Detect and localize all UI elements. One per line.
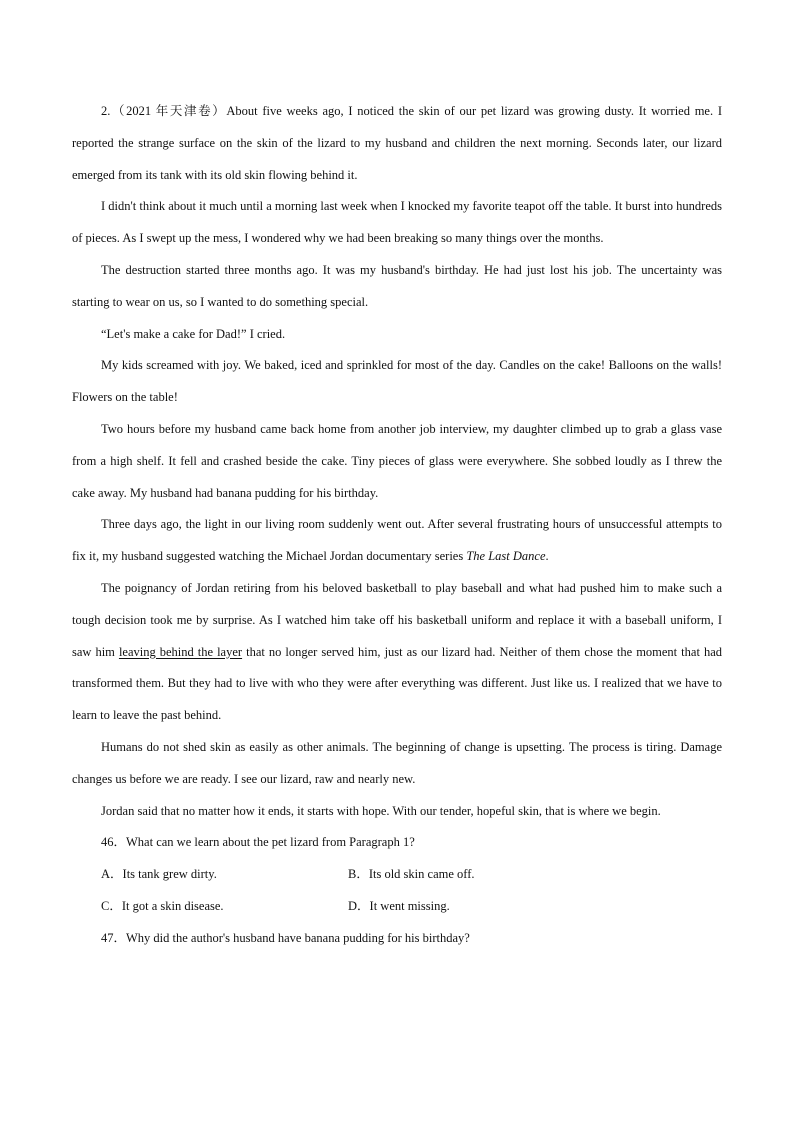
passage-paragraph-8 (72, 573, 722, 732)
source-label: 2.（2021 年天津卷） (101, 104, 227, 118)
passage-paragraph-6: Two hours before my husband came back home from another job interview, my daughter climbed up to grab a glass vase from a high shelf. It fell and crashed beside the cake. Tiny pieces of glass were everywhere. She sobbed loudly as I threw the cake away. My husband had banana pudding for his birthday. (72, 421, 722, 500)
question-46: 46．What can we learn about the pet lizard from Paragraph 1? (101, 835, 415, 850)
question-46-options-row-1 (72, 859, 722, 891)
paragraph-8-text-start: The poignancy of Jordan retiring from his beloved basketball to play baseball and what had pushed him to make such a tough decision took me by surprise. As I watched him take off his basketball uniform and replace it with a baseball uniform, I saw him (72, 580, 722, 659)
documentary-title: The Last Dance (466, 549, 546, 564)
paragraph-8-text-end: that no longer served him, just as our lizard had. Neither of them chose the moment that had transformed them. But they had to live with who they were after everything was different. Just like us. I realized that we have to learn to leave the past behind. (72, 644, 722, 723)
passage-paragraph-1 (72, 96, 722, 191)
paragraph-7-text: Three days ago, the light in our living room suddenly went out. After several frustrating hours of unsuccessful attempts to fix it, my husband suggested watching the Michael Jordan documentary series (72, 517, 722, 564)
option-d: D．It went missing. (348, 898, 450, 913)
underlined-phrase: leaving behind the layer (118, 644, 243, 659)
passage-paragraph-10: Jordan said that no matter how it ends, it starts with hope. With our tender, hopeful skin, that is where we begin. (101, 803, 661, 818)
question-46-options-row-2 (72, 891, 722, 923)
passage-paragraph-7 (72, 509, 722, 573)
passage-paragraph-9: Humans do not shed skin as easily as other animals. The beginning of change is upsetting. The process is tiring. Damage changes us before we are ready. I see our lizard, raw and nearly new. (72, 739, 722, 786)
option-a: A．Its tank grew dirty. (101, 867, 217, 882)
paragraph-7-end: . (545, 549, 549, 564)
passage-paragraph-3: The destruction started three months ago. It was my husband's birthday. He had just lost his job. The uncertainty was starting to wear on us, so I wanted to do something special. (72, 262, 722, 309)
document-page (72, 96, 722, 955)
question-47: 47．Why did the author's husband have banana pudding for his birthday? (101, 930, 470, 945)
passage-paragraph-5: My kids screamed with joy. We baked, iced and sprinkled for most of the day. Candles on the cake! Balloons on the walls! Flowers on the table! (72, 358, 722, 405)
option-c: C．It got a skin disease. (101, 898, 224, 913)
passage-paragraph-4: “Let's make a cake for Dad!” I cried. (101, 326, 286, 341)
passage-paragraph-2: I didn't think about it much until a morning last week when I knocked my favorite teapot off the table. It burst into hundreds of pieces. As I swept up the mess, I wondered why we had been breaking so many things over the months. (72, 199, 722, 246)
paragraph-1-text: About five weeks ago, I noticed the skin of our pet lizard was growing dusty. It worried me. I reported the strange surface on the skin of the lizard to my husband and children the next morning. Seconds later, our lizard emerged from its tank with its old skin flowing behind it. (72, 104, 722, 182)
option-b: B．Its old skin came off. (348, 867, 475, 882)
